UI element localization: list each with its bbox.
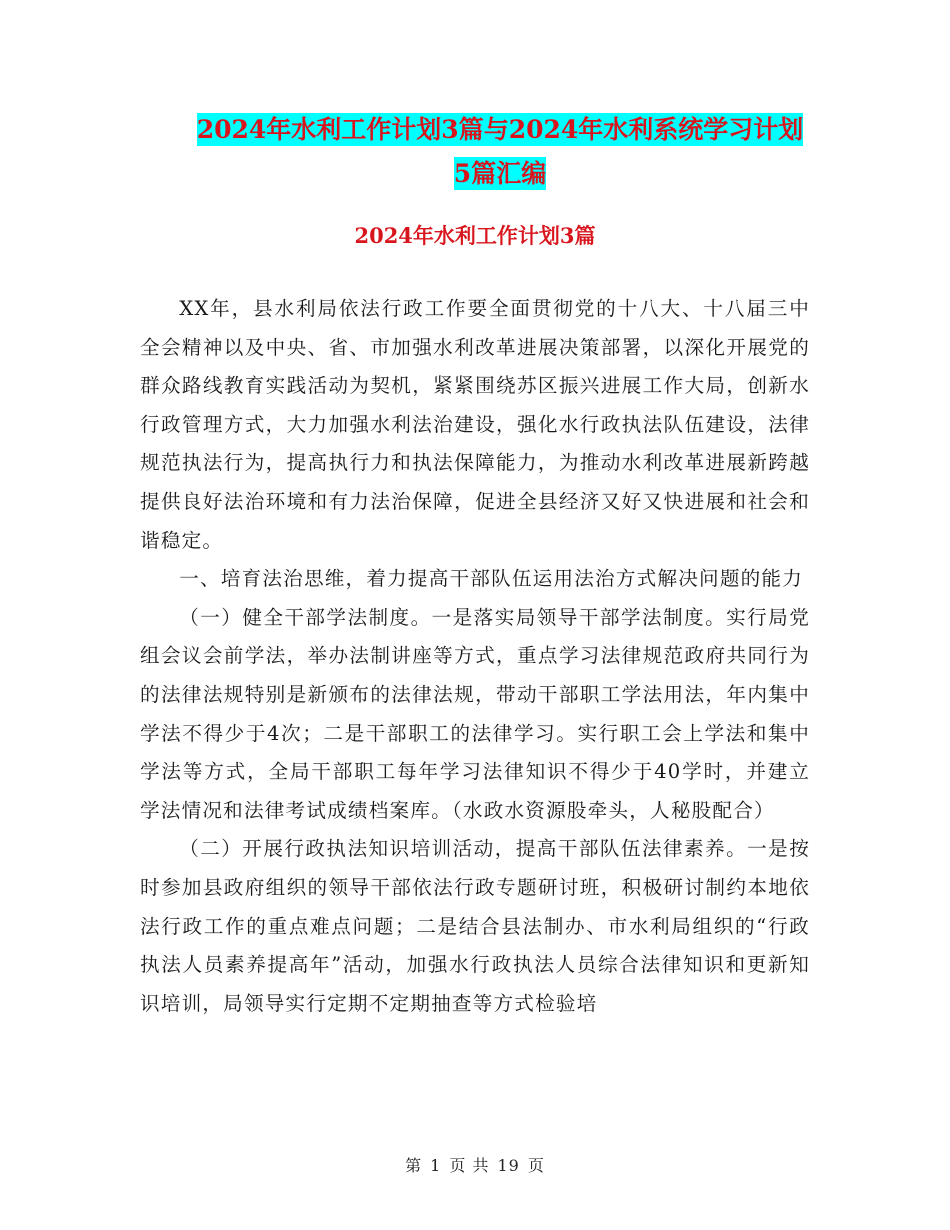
footer-mid: 页 共 <box>449 1156 490 1175</box>
paragraph: （二）开展行政执法知识培训活动，提高干部队伍法律素养。一是按时参加县政府组织的领导干部依法行政专题研讨班，积极研讨制约本地依法行政工作的重点难点问题；二是结合县法制办、市水利局组织的“行政执法人员素养提高年”活动，加强水行政执法人员综合法律知识和更新知识培训，局领导实行定期不定期抽查等方式检验培 <box>140 837 810 1015</box>
document-body <box>140 290 810 1023</box>
section-title: 2024年水利工作计划3篇 <box>354 223 596 248</box>
document-title <box>140 108 860 196</box>
footer-suffix: 页 <box>527 1156 545 1175</box>
document-title-line2: 5篇汇编 <box>453 159 547 188</box>
footer-page-number: 1 <box>430 1156 442 1175</box>
paragraph: 一、培育法治思维，着力提高干部队伍运用法治方式解决问题的能力 <box>179 567 803 591</box>
paragraph: （一）健全干部学法制度。一是落实局领导干部学法制度。实行局党组会议会前学法，举办法制讲座等方式，重点学习法律规范政府共同行为的法律法规特别是新颁布的法律法规，带动干部职工学法用法，年内集中学法不得少于4次；二是干部职工的法律学习。实行职工会上学法和集中学法等方式，全局干部职工每年学习法律知识不得少于40学时，并建立学法情况和法律考试成绩档案库。（水政水资源股牵头，人秘股配合） <box>140 605 810 822</box>
page-footer <box>0 1153 950 1176</box>
footer-prefix: 第 <box>405 1156 423 1175</box>
footer-total-pages: 19 <box>497 1156 520 1175</box>
paragraph: XX年，县水利局依法行政工作要全面贯彻党的十八大、十八届三中全会精神以及中央、省、市加强水利改革进展决策部署，以深化开展党的群众路线教育实践活动为契机，紧紧围绕苏区振兴进展工作大局，创新水行政管理方式，大力加强水利法治建设，强化水行政执法队伍建设，法律规范执法行为，提高执行力和执法保障能力，为推动水利改革进展新跨越提供良好法治环境和有力法治保障，促进全县经济又好又快进展和社会和谐稳定。 <box>140 297 810 552</box>
document-title-line1: 2024年水利工作计划3篇与2024年水利系统学习计划 <box>196 115 804 144</box>
